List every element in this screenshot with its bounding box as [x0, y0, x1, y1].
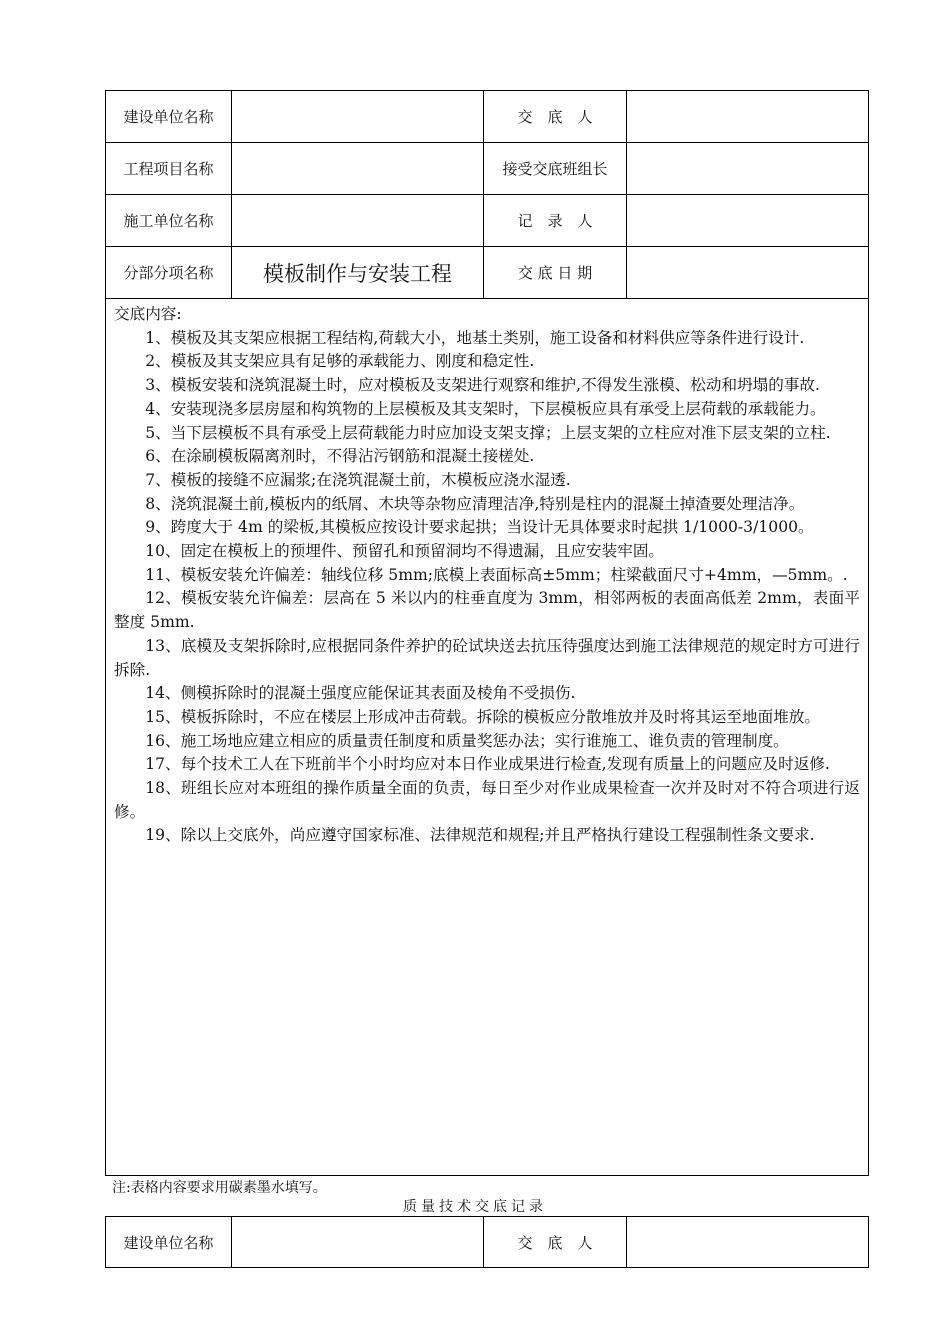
content-item: 10、固定在模板上的预埋件、预留孔和预留洞均不得遗漏，且应安装牢固。 — [145, 542, 665, 561]
presenter-value[interactable] — [627, 91, 869, 143]
content-heading: 交底内容: — [114, 305, 182, 323]
content-item: 19、除以上交底外，尚应遵守国家标准、法律规范和规程;并且严格执行建设工程强制性条文要求. — [145, 826, 815, 845]
handover-date-label: 交 底 日 期 — [484, 247, 627, 299]
content-item: 11、模板安装允许偏差：轴线位移 5mm;底模上表面标高±5mm；柱梁截面尺寸+4mm，—5mm。. — [145, 565, 848, 584]
client-name-label: 建设单位名称 — [106, 1217, 232, 1268]
content-item: 4、安装现浇多层房屋和构筑物的上层模板及其支架时，下层模板应具有承受上层荷载的承载能力。 — [145, 399, 826, 418]
contractor-name-label: 施工单位名称 — [106, 195, 232, 247]
client-name-value[interactable] — [232, 91, 484, 143]
content-item: 17、每个技术工人在下班前半个小时均应对本日作业成果进行检查,发现有质量上的问题应及时返修. — [145, 755, 830, 774]
content-item: 7、模板的接缝不应漏浆;在浇筑混凝土前，木模板应浇水湿透. — [145, 470, 571, 489]
form-row-contractor — [106, 195, 869, 247]
subitem-name-value[interactable]: 模板制作与安装工程 — [232, 247, 484, 299]
team-leader-value[interactable] — [627, 143, 869, 195]
content-item: 6、在涂刷模板隔离剂时，不得沾污钢筋和混凝土接槎处. — [145, 447, 535, 466]
second-form-row-client — [106, 1217, 869, 1268]
project-name-label: 工程项目名称 — [106, 143, 232, 195]
content-item: 9、跨度大于 4m 的梁板,其模板应按设计要求起拱；当设计无具体要求时起拱 1/1000-3/1000。 — [145, 518, 814, 537]
content-item: 16、施工场地应建立相应的质量责任制度和质量奖惩办法；实行谁施工、谁负责的管理制度。 — [145, 731, 789, 750]
contractor-name-value[interactable] — [232, 195, 484, 247]
client-name-label: 建设单位名称 — [106, 91, 232, 143]
handover-content[interactable] — [106, 299, 869, 1176]
second-form-title: 质量技术交底记录 — [403, 1199, 547, 1215]
form-row-content — [106, 299, 869, 1176]
subitem-name-label: 分部分项名称 — [106, 247, 232, 299]
presenter-value[interactable] — [627, 1217, 869, 1268]
content-item: 8、浇筑混凝土前,模板内的纸屑、木块等杂物应清理洁净,特别是柱内的混凝土掉渣要处理洁净。 — [145, 494, 805, 513]
content-item: 2、模板及其支架应具有足够的承载能力、刚度和稳定性. — [145, 352, 535, 371]
form-row-subitem — [106, 247, 869, 299]
content-item: 15、模板拆除时，不应在楼层上形成冲击荷载。拆除的模板应分散堆放并及时将其运至地面堆放。 — [145, 707, 820, 726]
content-item: 18、班组长应对本班组的操作质量全面的负责，每日至少对作业成果检查一次并及时对不符合项进行返修。 — [114, 779, 860, 821]
form-note: 注:表格内容要求用碳素墨水填写。 — [112, 1180, 327, 1196]
content-item: 3、模板安装和浇筑混凝土时，应对模板及支架进行观察和维护,不得发生涨模、松动和坍塌的事故. — [145, 376, 820, 395]
handover-date-value[interactable] — [627, 247, 869, 299]
form-row-client — [106, 91, 869, 143]
client-name-value[interactable] — [232, 1217, 484, 1268]
content-item: 14、侧模拆除时的混凝土强度应能保证其表面及棱角不受损伤. — [145, 684, 576, 703]
recorder-label: 记 录 人 — [484, 195, 627, 247]
presenter-label: 交 底 人 — [484, 1217, 627, 1268]
second-form-table — [105, 1216, 869, 1268]
content-item: 13、底模及支架拆除时,应根据同条件养护的砼试块送去抗压待强度达到施工法律规范的规定时方可进行拆除. — [114, 636, 860, 679]
recorder-value[interactable] — [627, 195, 869, 247]
presenter-label: 交 底 人 — [484, 91, 627, 143]
content-item: 5、当下层模板不具有承受上层荷载能力时应加设支架支撑；上层支架的立柱应对准下层支架的立柱. — [145, 423, 831, 442]
team-leader-label: 接受交底班组长 — [484, 143, 627, 195]
form-row-project — [106, 143, 869, 195]
handover-form-table — [105, 90, 869, 1176]
project-name-value[interactable] — [232, 143, 484, 195]
content-item: 1、模板及其支架应根据工程结构,荷载大小，地基土类别，施工设备和材料供应等条件进行设计. — [145, 328, 805, 347]
content-item: 12、模板安装允许偏差：层高在 5 米以内的柱垂直度为 3mm，相邻两板的表面高低差 2mm，表面平整度 5mm. — [114, 589, 860, 632]
